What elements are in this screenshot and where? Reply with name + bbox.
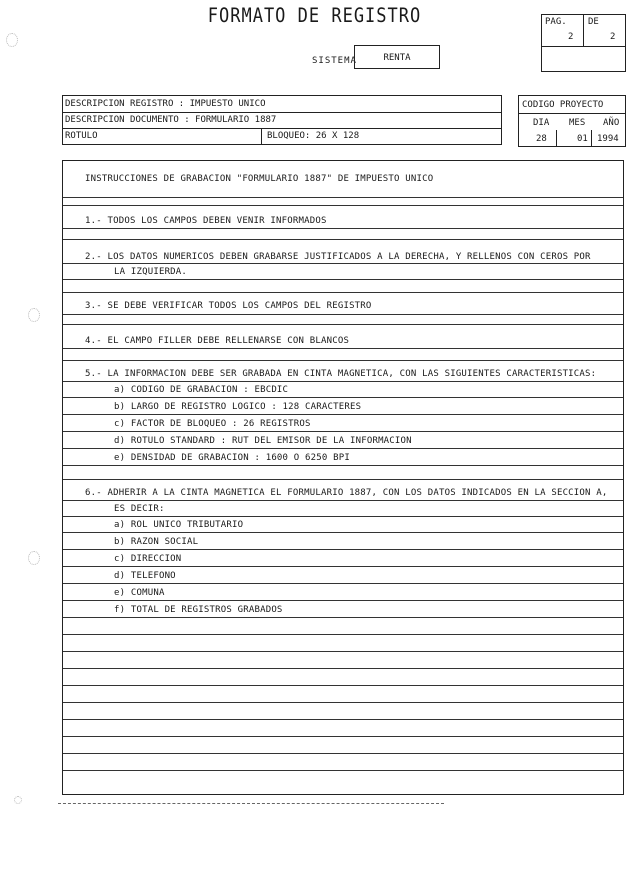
form-title: FORMATO DE REGISTRO (207, 4, 422, 28)
ruled-line (63, 348, 623, 349)
mes-ano-divider (591, 130, 592, 146)
ruled-line (63, 753, 623, 754)
ruled-line (63, 668, 623, 669)
ruled-line (63, 617, 623, 618)
instruction-6-sub: d) TELEFONO (114, 571, 176, 581)
pag-label: PAG. (545, 17, 567, 27)
ruled-line (63, 279, 623, 280)
ruled-line (63, 205, 623, 206)
ruled-line (63, 465, 623, 466)
ruled-line (63, 583, 623, 584)
ano-label: AÑO (603, 118, 620, 128)
ruled-line (63, 324, 623, 325)
ruled-line (63, 549, 623, 550)
ruled-line (63, 736, 623, 737)
instructions-heading: INSTRUCCIONES DE GRABACION "FORMULARIO 1887" DE IMPUESTO UNICO (85, 174, 434, 184)
instruction-6-sub: c) DIRECCION (114, 554, 182, 564)
ruled-line (63, 239, 623, 240)
ruled-line (63, 197, 623, 198)
bloqueo-text: BLOQUEO: 26 X 128 (267, 131, 360, 141)
dia-mes-divider (556, 130, 557, 146)
dia-label: DIA (533, 118, 550, 128)
instruction-5: 5.- LA INFORMACION DEBE SER GRABADA EN CINTA MAGNETICA, CON LAS SIGUIENTES CARACTERISTICAS: (85, 369, 597, 379)
instruction-2-line-1: 2.- LOS DATOS NUMERICOS DEBEN GRABARSE JUSTIFICADOS A LA DERECHA, Y RELLENOS CON CEROS POR (85, 252, 591, 262)
bottom-dashed-line (58, 803, 444, 804)
scan-speck (28, 551, 40, 565)
rotulo-label: ROTULO (65, 131, 98, 141)
ruled-line (63, 360, 623, 361)
ruled-line (63, 685, 623, 686)
ruled-line (63, 431, 623, 432)
ano-value: 1994 (597, 134, 619, 144)
mes-label: MES (569, 118, 586, 128)
instruction-4: 4.- EL CAMPO FILLER DEBE RELLENARSE CON BLANCOS (85, 336, 350, 346)
descripcion-documento-text: DESCRIPCION DOCUMENTO : FORMULARIO 1887 (65, 115, 277, 125)
ruled-line (63, 381, 623, 382)
dia-value: 28 (536, 134, 547, 144)
instruction-5-sub: a) CODIGO DE GRABACION : EBCDIC (114, 385, 289, 395)
scan-speck (28, 308, 40, 322)
descripcion-registro-text: DESCRIPCION REGISTRO : IMPUESTO UNICO (65, 99, 266, 109)
ruled-line (63, 719, 623, 720)
description-table (62, 95, 502, 145)
instruction-6-line-2: ES DECIR: (114, 504, 165, 514)
codigo-proyecto-label: CODIGO PROYECTO (522, 100, 604, 110)
ruled-line (63, 263, 623, 264)
mes-value: 01 (577, 134, 588, 144)
ruled-line (63, 500, 623, 501)
ruled-line (63, 566, 623, 567)
ruled-line (63, 448, 623, 449)
instruction-1: 1.- TODOS LOS CAMPOS DEBEN VENIR INFORMADOS (85, 216, 327, 226)
instruction-2-line-2: LA IZQUIERDA. (114, 267, 188, 277)
sistema-value-box: RENTA (354, 45, 440, 69)
descripcion-documento-row (63, 112, 501, 128)
pag-value: 2 (568, 32, 574, 42)
codigo-proyecto-table (518, 95, 626, 147)
instruction-5-sub: e) DENSIDAD DE GRABACION : 1600 O 6250 BPI (114, 453, 350, 463)
descripcion-registro-row (63, 96, 501, 112)
instruction-5-sub: c) FACTOR DE BLOQUEO : 26 REGISTROS (114, 419, 311, 429)
instruction-5-sub: d) ROTULO STANDARD : RUT DEL EMISOR DE LA INFORMACION (114, 436, 412, 446)
page-box-rule (542, 46, 625, 47)
ruled-line (63, 228, 623, 229)
de-value: 2 (610, 32, 616, 42)
instruction-6-sub: a) ROL UNICO TRIBUTARIO (114, 520, 244, 530)
sistema-label: SISTEMA (312, 56, 357, 66)
scan-speck (6, 33, 18, 47)
ruled-line (63, 292, 623, 293)
ruled-line (63, 314, 623, 315)
proyecto-rule (519, 113, 625, 114)
ruled-line (63, 479, 623, 480)
ruled-line (63, 770, 623, 771)
instruction-3: 3.- SE DEBE VERIFICAR TODOS LOS CAMPOS DEL REGISTRO (85, 301, 372, 311)
ruled-line (63, 651, 623, 652)
ruled-line (63, 532, 623, 533)
ruled-line (63, 516, 623, 517)
instruction-5-sub: b) LARGO DE REGISTRO LOGICO : 128 CARACTERES (114, 402, 362, 412)
scan-speck (14, 796, 22, 804)
ruled-line (63, 397, 623, 398)
instruction-6-sub: f) TOTAL DE REGISTROS GRABADOS (114, 605, 283, 615)
ruled-line (63, 414, 623, 415)
bloqueo-divider (261, 128, 262, 145)
instruction-6-sub: b) RAZON SOCIAL (114, 537, 199, 547)
ruled-line (63, 634, 623, 635)
instruction-6-sub: e) COMUNA (114, 588, 165, 598)
ruled-line (63, 702, 623, 703)
instructions-panel (62, 160, 624, 795)
instruction-6-line-1: 6.- ADHERIR A LA CINTA MAGNETICA EL FORMULARIO 1887, CON LOS DATOS INDICADOS EN LA SECCION A, (85, 488, 608, 498)
de-label: DE (588, 17, 599, 27)
page-box-divider (583, 15, 584, 46)
ruled-line (63, 600, 623, 601)
page-number-box (541, 14, 626, 72)
